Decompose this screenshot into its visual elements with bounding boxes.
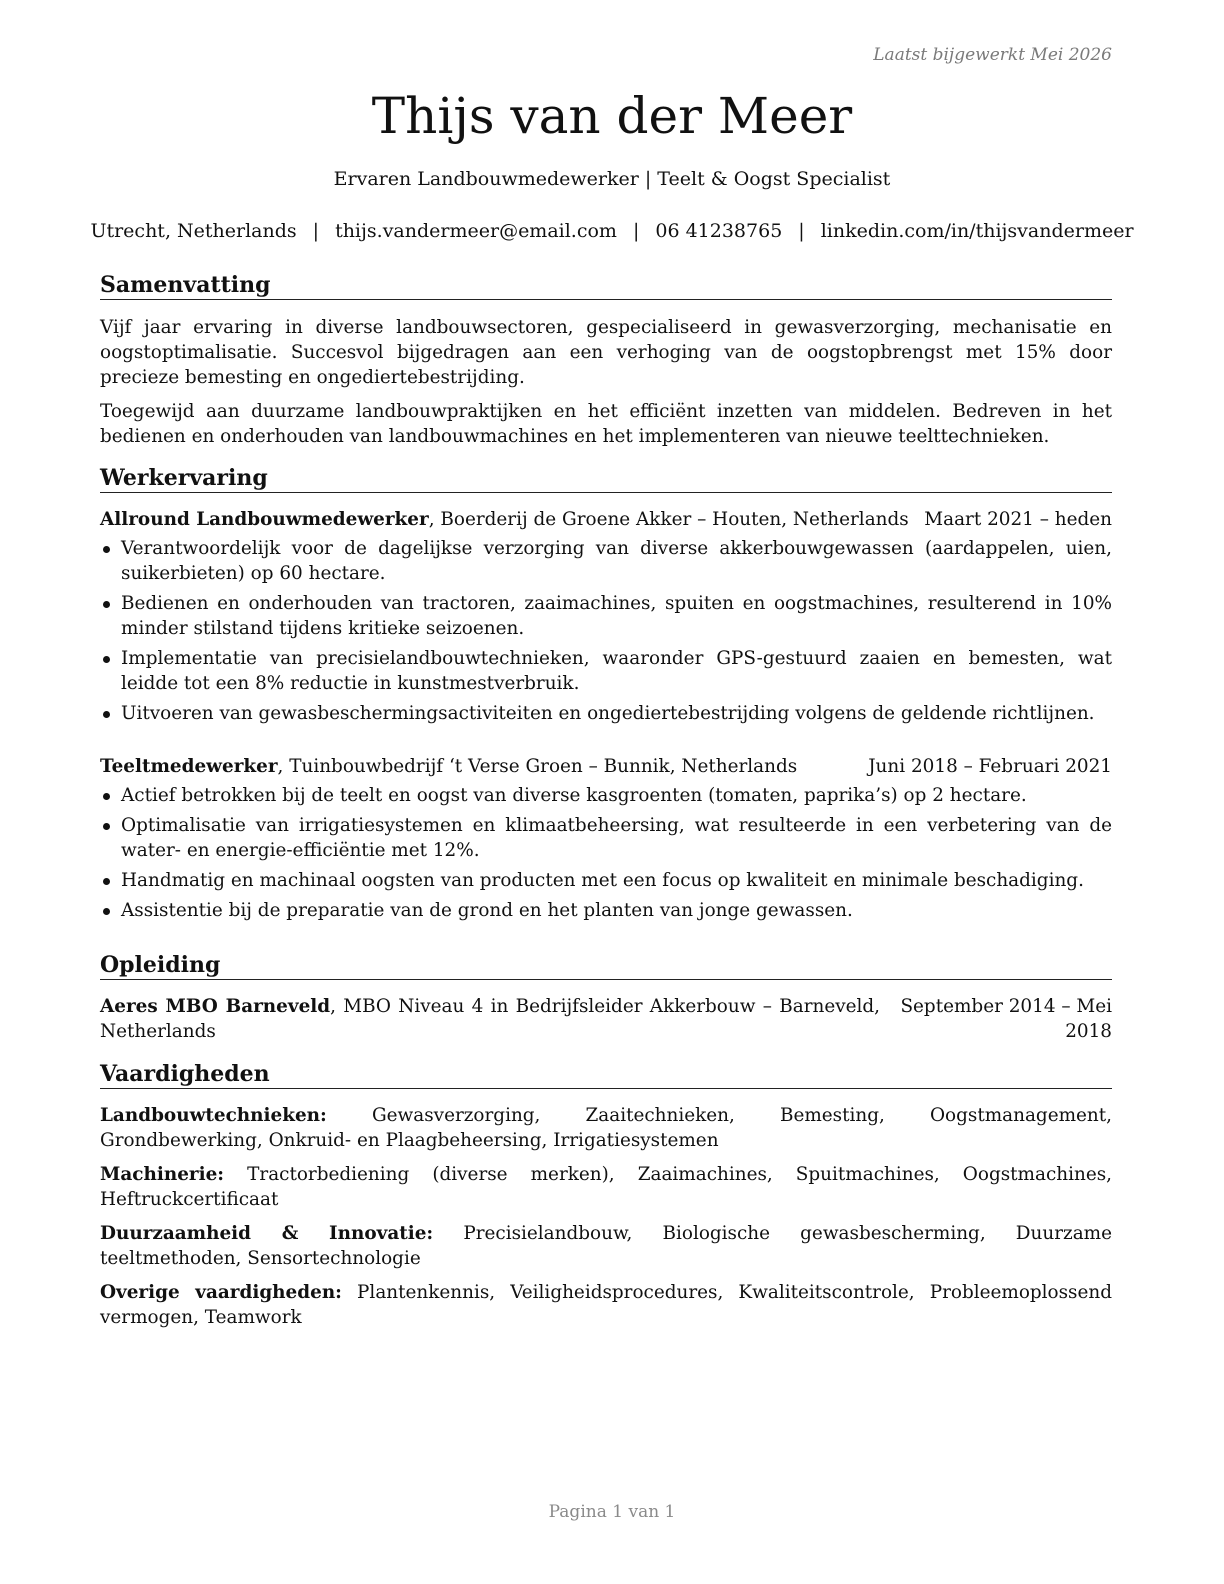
- page-number: Pagina 1 van 1: [548, 1502, 676, 1522]
- bullet-item: Actief betrokken bij de teelt en oogst van diverse kasgroenten (tomaten, paprika’s) op 2 hectare.: [100, 783, 1112, 808]
- summary-section: [100, 315, 1112, 458]
- section-title-skills: Vaardigheden: [100, 1060, 1112, 1089]
- education-school: Aeres MBO Barneveld: [100, 996, 331, 1017]
- summary-paragraph: Toegewijd aan duurzame landbouwpraktijken en het efficiënt inzetten van middelen. Bedreven in het bedienen en onderhouden van landbouwmachines en het implementeren van nieuwe teelttechnieken.: [100, 401, 1112, 447]
- skill-values: Precisielandbouw, Biologische gewasbescherming, Duurzame teeltmethoden, Sensortechnologie: [100, 1223, 1112, 1269]
- section-title-education: Opleiding: [100, 951, 1112, 980]
- contact-separator: |: [632, 220, 640, 242]
- skill-label: Duurzaamheid & Innovatie:: [100, 1223, 434, 1244]
- bullet-item: Implementatie van precisielandbouwtechnieken, waaronder GPS-gestuurd zaaien en bemesten, wat leidde tot een 8% reductie in kunstmestverbruik.: [100, 646, 1112, 696]
- education-dates: September 2014 – Mei 2018: [900, 996, 1112, 1042]
- contact-linkedin[interactable]: linkedin.com/in/thijsvandermeer: [820, 220, 1134, 242]
- job-dates: Maart 2021 – heden: [924, 509, 1112, 530]
- job-header: [100, 754, 1112, 779]
- education-program: , MBO Niveau 4 in Bedrijfsleider Akkerbouw – Barneveld, Netherlands: [100, 996, 880, 1042]
- job-role: Teeltmedewerker: [100, 756, 278, 777]
- job-entry: [100, 754, 1112, 928]
- skill-label: Machinerie:: [100, 1164, 225, 1185]
- education-row: [100, 994, 1112, 1044]
- contact-separator: |: [798, 220, 805, 242]
- job-title-line: [100, 507, 909, 532]
- summary-paragraph: Vijf jaar ervaring in diverse landbouwsectoren, gespecialiseerd in gewasverzorging, mechanisatie en oogstoptimalisatie. Succesvol bijgedragen aan een verhoging van de oogstopbrengst met 15% door precieze bemesting en ongediertebestrijding.: [100, 317, 1112, 388]
- job-entry: [100, 507, 1112, 731]
- skill-values: Plantenkennis, Veiligheidsprocedures, Kwaliteitscontrole, Probleemoplossend vermogen, Teamwork: [100, 1282, 1112, 1328]
- last-updated: Laatst bijgewerkt Mei 2026: [873, 45, 1112, 65]
- contact-email[interactable]: thijs.vandermeer@email.com: [335, 220, 617, 242]
- bullet-item: Bedienen en onderhouden van tractoren, zaaimachines, spuiten en oogstmachines, resulterend in 10% minder stilstand tijdens kritieke seizoenen.: [100, 591, 1112, 641]
- skill-row: [100, 1221, 1112, 1271]
- job-bullets: [100, 536, 1112, 726]
- headline: Ervaren Landbouwmedewerker | Teelt & Oogst Specialist: [333, 168, 891, 190]
- skills-section: [100, 1103, 1112, 1339]
- contact-separator: |: [312, 220, 320, 242]
- bullet-item: Handmatig en machinaal oogsten van producten met een focus op kwaliteit en minimale beschadiging.: [100, 868, 1112, 893]
- skill-values: Gewasverzorging, Zaaitechnieken, Bemesting, Oogstmanagement, Grondbewerking, Onkruid- en Plaagbeheersing, Irrigatiesystemen: [100, 1105, 1112, 1151]
- skill-row: [100, 1162, 1112, 1212]
- contact-phone: 06 41238765: [655, 220, 783, 242]
- section-title-summary: Samenvatting: [100, 271, 1112, 300]
- skill-values: Tractorbediening (diverse merken), Zaaimachines, Spuitmachines, Oogstmachines, Heftruckcertificaat: [100, 1164, 1112, 1210]
- skill-row: [100, 1280, 1112, 1330]
- skill-label: Overige vaardigheden:: [100, 1282, 342, 1303]
- job-dates: Juni 2018 – Februari 2021: [868, 756, 1112, 777]
- job-bullets: [100, 783, 1112, 923]
- job-org: , Tuinbouwbedrijf ‘t Verse Groen – Bunnik, Netherlands: [277, 756, 798, 777]
- skill-row: [100, 1103, 1112, 1153]
- bullet-item: Verantwoordelijk voor de dagelijkse verzorging van diverse akkerbouwgewassen (aardappelen, uien, suikerbieten) op 60 hectare.: [100, 536, 1112, 586]
- section-title-experience: Werkervaring: [100, 464, 1112, 493]
- contact-line: [0, 219, 1224, 243]
- job-role: Allround Landbouwmedewerker: [100, 509, 429, 530]
- bullet-item: Uitvoeren van gewasbeschermingsactiviteiten en ongediertebestrijding volgens de geldende richtlijnen.: [100, 701, 1112, 726]
- education-entry: [100, 994, 1112, 1044]
- job-org: , Boerderij de Groene Akker – Houten, Netherlands: [428, 509, 909, 530]
- skill-label: Landbouwtechnieken:: [100, 1105, 327, 1126]
- bullet-item: Optimalisatie van irrigatiesystemen en klimaatbeheersing, wat resulteerde in een verbetering van de water- en energie-efficiëntie met 12%.: [100, 813, 1112, 863]
- contact-location: Utrecht, Netherlands: [90, 220, 297, 242]
- job-header: [100, 507, 1112, 532]
- education-detail: [100, 994, 880, 1044]
- job-title-line: [100, 754, 797, 779]
- bullet-item: Assistentie bij de preparatie van de grond en het planten van jonge gewassen.: [100, 898, 1112, 923]
- candidate-name: Thijs van der Meer: [371, 87, 853, 145]
